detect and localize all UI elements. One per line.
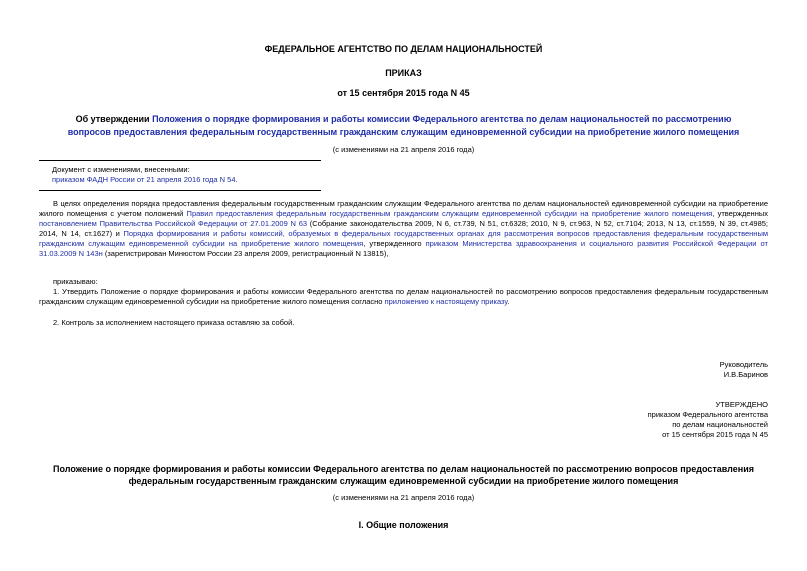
approval-stamp: УТВЕРЖДЕНО: [715, 400, 768, 409]
clause-1: [39, 287, 768, 307]
government-decree-link[interactable]: постановлением Правительства Российской Федерации от 27.01.2009 N 63: [39, 219, 308, 228]
signatory-role: Руководитель: [719, 360, 768, 369]
clause-2: 2. Контроль за исполнением настоящего приказа оставляю за собой.: [53, 318, 295, 327]
preamble-text-3: (Собрание законодательства 2009, N 6, ст.739, N 51, ст.6328; 2010, N 9, ст.963, N 52, ст.7104; 2013, N 13, ст.1559, N 39, ст.4985; 2014, N 14, ст.1627) и: [39, 219, 768, 238]
annex-revision-note: (с изменениями на 21 апреля 2016 года): [332, 493, 475, 502]
preamble-text-2: , утвержденных: [712, 209, 768, 218]
annex-title: Положение о порядке формирования и работы комиссии Федерального агентства по делам национальностей по рассмотрению вопросов предоставления федеральным государственным гражданским служащим единовременной субсидии на приобретение жилого помещения: [52, 464, 754, 486]
signatory-name: И.В.Баринов: [723, 370, 768, 379]
changes-box-bottom-rule: [39, 190, 321, 191]
approval-line-4: от 15 сентября 2015 года N 45: [662, 430, 768, 439]
document-title: [60, 113, 747, 139]
title-prefix: Об утверждении: [75, 114, 153, 124]
procedure-link[interactable]: Порядка формирования и работы комиссий, образуемых в федеральных государственных органах для рассмотрения вопросов предоставления федеральным государственным гражданским служащим единовременной субсидии на приобретение жилого помещения: [39, 229, 768, 248]
changes-box: [52, 165, 322, 185]
rules-link[interactable]: Правил предоставления федеральным государственным гражданским служащим единовременной субсидии на приобретение жилого помещения: [186, 209, 713, 218]
changes-box-top-rule: [39, 160, 321, 161]
order-date: от 15 сентября 2015 года N 45: [337, 88, 470, 98]
title-link[interactable]: Положения о порядке формирования и работы комиссии Федерального агентства по делам национальностей по рассмотрению вопросов предоставления федеральным государственным гражданским служащим единовременной субсидии на приобретение жилого помещения: [67, 114, 740, 137]
section-heading: I. Общие положения: [358, 520, 449, 530]
doc-type-heading: ПРИКАЗ: [385, 68, 422, 78]
preamble-text-4: , утвержденного: [363, 239, 426, 248]
revision-note: (с изменениями на 21 апреля 2016 года): [332, 145, 475, 154]
annex-link[interactable]: приложению к настоящему приказу: [384, 297, 508, 306]
agency-heading: ФЕДЕРАЛЬНОЕ АГЕНТСТВО ПО ДЕЛАМ НАЦИОНАЛЬНОСТЕЙ: [264, 44, 543, 54]
changes-box-label: Документ с изменениями, внесенными:: [52, 165, 190, 174]
approval-line-2: приказом Федерального агентства: [647, 410, 768, 419]
signature-block: [720, 360, 768, 380]
preamble-text-1: В целях определения порядка предоставления федеральным государственным гражданским служащим Федерального агентства по делам национальностей единовременной субсидии на приобретение жилого помещения с учетом положений: [39, 199, 768, 218]
clause-1-text: 1. Утвердить Положение о порядке формирования и работы комиссии Федерального агентства по делам национальностей по рассмотрению вопросов предоставления федеральным государственным гражданским служащим единовременной субсидии на приобретение жилого помещения согласно: [39, 287, 768, 306]
approval-block: [648, 400, 768, 440]
changes-box-link[interactable]: приказом ФАДН России от 21 апреля 2016 года N 54.: [52, 175, 238, 184]
preamble-paragraph: [39, 199, 768, 259]
clause-1-end: .: [507, 297, 510, 306]
ministry-order-link[interactable]: приказом Министерства здравоохранения и социального развития Российской Федерации от 31.03.2009 N 143н: [39, 239, 768, 258]
preamble-text-5: (зарегистрирован Минюстом России 23 апреля 2009, регистрационный N 13815),: [102, 249, 389, 258]
order-word: приказываю:: [53, 277, 98, 286]
approval-line-3: по делам национальностей: [672, 420, 768, 429]
